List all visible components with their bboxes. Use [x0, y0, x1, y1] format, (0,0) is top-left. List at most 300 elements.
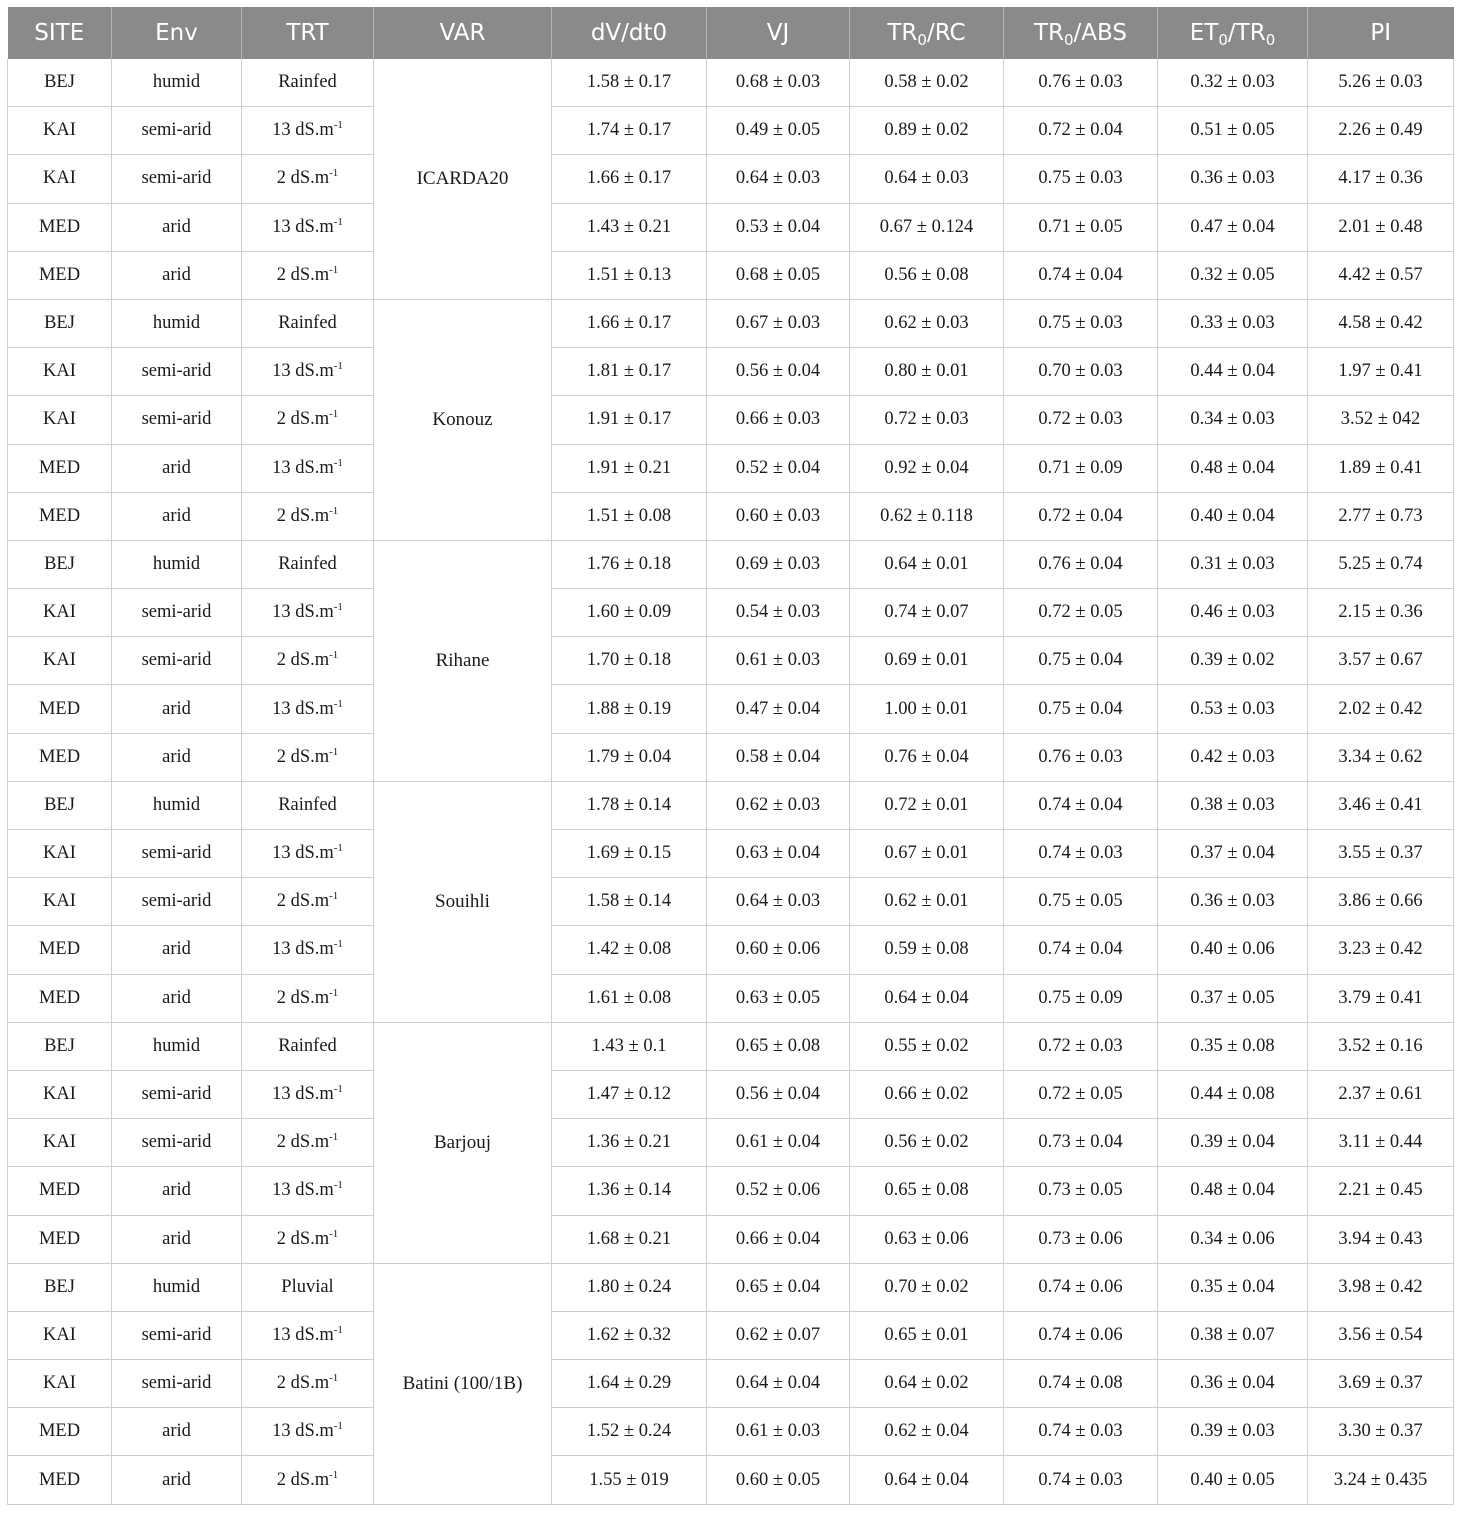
cell-env: arid [112, 1456, 242, 1504]
cell-trt [242, 348, 374, 396]
cell-dv-dt0: 1.43 ± 0.1 [552, 1022, 707, 1070]
cell-env: humid [112, 1263, 242, 1311]
header-label: VJ [766, 20, 790, 46]
cell-env: humid [112, 1022, 242, 1070]
cell-vj: 0.62 ± 0.03 [707, 781, 850, 829]
cell-trt [242, 203, 374, 251]
cell-dv-dt0: 1.52 ± 0.24 [552, 1408, 707, 1456]
cell-trt [242, 444, 374, 492]
cell-variety: Batini (100/1B) [374, 1263, 552, 1504]
cell-dv-dt0: 1.79 ± 0.04 [552, 733, 707, 781]
header-env [112, 7, 242, 59]
cell-dv-dt0: 1.81 ± 0.17 [552, 348, 707, 396]
trt-unit-exponent: -1 [329, 1227, 339, 1240]
trt-value: 2 [276, 505, 286, 526]
cell-et0-tr0: 0.35 ± 0.04 [1158, 1263, 1308, 1311]
cell-trt [242, 492, 374, 540]
header-vj [707, 7, 850, 59]
table-row [8, 1263, 1454, 1311]
cell-tr0-abs: 0.71 ± 0.05 [1004, 203, 1158, 251]
cell-pi: 2.26 ± 0.49 [1308, 107, 1454, 155]
cell-tr0-abs: 0.72 ± 0.03 [1004, 1022, 1158, 1070]
cell-tr0-rc: 0.80 ± 0.01 [850, 348, 1004, 396]
data-table [7, 7, 1454, 1505]
table-row [8, 444, 1454, 492]
cell-env: arid [112, 1215, 242, 1263]
table-row [8, 59, 1454, 107]
cell-trt [242, 830, 374, 878]
cell-vj: 0.66 ± 0.03 [707, 396, 850, 444]
trt-unit-exponent: -1 [333, 842, 343, 855]
table-row [8, 733, 1454, 781]
cell-tr0-rc: 0.76 ± 0.04 [850, 733, 1004, 781]
cell-et0-tr0: 0.39 ± 0.04 [1158, 1119, 1308, 1167]
trt-unit-exponent: -1 [329, 1372, 339, 1385]
cell-trt: Pluvial [242, 1263, 374, 1311]
trt-unit: dS.m [290, 168, 330, 189]
cell-tr0-rc: 0.59 ± 0.08 [850, 926, 1004, 974]
cell-tr0-rc: 0.67 ± 0.124 [850, 203, 1004, 251]
cell-tr0-rc: 0.55 ± 0.02 [850, 1022, 1004, 1070]
cell-vj: 0.53 ± 0.04 [707, 203, 850, 251]
header-label: TRT [286, 20, 329, 46]
cell-vj: 0.68 ± 0.03 [707, 59, 850, 107]
table-row [8, 974, 1454, 1022]
cell-tr0-rc: 0.65 ± 0.08 [850, 1167, 1004, 1215]
cell-dv-dt0: 1.55 ± 019 [552, 1456, 707, 1504]
cell-pi: 4.42 ± 0.57 [1308, 251, 1454, 299]
cell-site: KAI [8, 1070, 112, 1118]
trt-value: 13 [272, 361, 291, 382]
cell-vj: 0.66 ± 0.04 [707, 1215, 850, 1263]
cell-env: arid [112, 251, 242, 299]
cell-site: MED [8, 733, 112, 781]
cell-pi: 3.34 ± 0.62 [1308, 733, 1454, 781]
cell-tr0-abs: 0.75 ± 0.04 [1004, 685, 1158, 733]
trt-unit-exponent: -1 [329, 408, 339, 421]
cell-site: KAI [8, 155, 112, 203]
cell-env: humid [112, 299, 242, 347]
cell-vj: 0.61 ± 0.03 [707, 1408, 850, 1456]
trt-value: 13 [272, 1324, 291, 1345]
cell-pi: 2.01 ± 0.48 [1308, 203, 1454, 251]
cell-vj: 0.69 ± 0.03 [707, 540, 850, 588]
cell-tr0-abs: 0.75 ± 0.09 [1004, 974, 1158, 1022]
cell-dv-dt0: 1.58 ± 0.17 [552, 59, 707, 107]
cell-dv-dt0: 1.47 ± 0.12 [552, 1070, 707, 1118]
cell-pi: 3.79 ± 0.41 [1308, 974, 1454, 1022]
cell-pi: 2.15 ± 0.36 [1308, 589, 1454, 637]
cell-et0-tr0: 0.31 ± 0.03 [1158, 540, 1308, 588]
trt-unit-exponent: -1 [329, 167, 339, 180]
trt-unit: dS.m [290, 987, 330, 1008]
trt-unit: dS.m [290, 264, 330, 285]
cell-tr0-abs: 0.74 ± 0.03 [1004, 1456, 1158, 1504]
cell-et0-tr0: 0.42 ± 0.03 [1158, 733, 1308, 781]
cell-site: KAI [8, 348, 112, 396]
trt-value: 13 [272, 1421, 291, 1442]
cell-env: arid [112, 974, 242, 1022]
cell-tr0-rc: 0.72 ± 0.01 [850, 781, 1004, 829]
trt-value: 2 [276, 1132, 286, 1153]
cell-env: semi-arid [112, 348, 242, 396]
table-row [8, 830, 1454, 878]
header-label: SITE [34, 20, 85, 46]
cell-tr0-rc: 0.64 ± 0.04 [850, 1456, 1004, 1504]
cell-env: humid [112, 59, 242, 107]
cell-tr0-abs: 0.75 ± 0.03 [1004, 299, 1158, 347]
table-row [8, 540, 1454, 588]
cell-trt [242, 637, 374, 685]
cell-et0-tr0: 0.33 ± 0.03 [1158, 299, 1308, 347]
cell-tr0-rc: 0.63 ± 0.06 [850, 1215, 1004, 1263]
trt-unit: dS.m [290, 746, 330, 767]
cell-pi: 3.55 ± 0.37 [1308, 830, 1454, 878]
header-label: dV/dt0 [590, 20, 668, 46]
cell-dv-dt0: 1.70 ± 0.18 [552, 637, 707, 685]
trt-unit: dS.m [295, 1421, 334, 1442]
cell-et0-tr0: 0.51 ± 0.05 [1158, 107, 1308, 155]
cell-tr0-rc: 0.62 ± 0.01 [850, 878, 1004, 926]
table-row [8, 348, 1454, 396]
cell-env: arid [112, 1167, 242, 1215]
trt-unit-exponent: -1 [333, 938, 343, 951]
header-trt [242, 7, 374, 59]
cell-site: KAI [8, 1360, 112, 1408]
cell-tr0-abs: 0.74 ± 0.04 [1004, 926, 1158, 974]
cell-trt [242, 1215, 374, 1263]
cell-env: arid [112, 203, 242, 251]
trt-unit-exponent: -1 [333, 1323, 343, 1336]
cell-tr0-abs: 0.73 ± 0.05 [1004, 1167, 1158, 1215]
cell-trt: Rainfed [242, 1022, 374, 1070]
cell-site: KAI [8, 107, 112, 155]
cell-dv-dt0: 1.61 ± 0.08 [552, 974, 707, 1022]
cell-pi: 1.89 ± 0.41 [1308, 444, 1454, 492]
header-site [8, 7, 112, 59]
cell-site: MED [8, 492, 112, 540]
trt-unit-exponent: -1 [333, 119, 343, 132]
cell-env: arid [112, 492, 242, 540]
cell-vj: 0.58 ± 0.04 [707, 733, 850, 781]
cell-trt [242, 1070, 374, 1118]
cell-vj: 0.65 ± 0.04 [707, 1263, 850, 1311]
cell-site: BEJ [8, 59, 112, 107]
cell-et0-tr0: 0.37 ± 0.05 [1158, 974, 1308, 1022]
trt-unit: dS.m [295, 1180, 334, 1201]
trt-value: 2 [276, 891, 286, 912]
trt-unit: dS.m [290, 505, 330, 526]
cell-vj: 0.64 ± 0.03 [707, 155, 850, 203]
cell-env: semi-arid [112, 396, 242, 444]
cell-trt [242, 155, 374, 203]
cell-site: MED [8, 974, 112, 1022]
cell-dv-dt0: 1.78 ± 0.14 [552, 781, 707, 829]
cell-trt [242, 1408, 374, 1456]
cell-trt [242, 589, 374, 637]
cell-tr0-abs: 0.71 ± 0.09 [1004, 444, 1158, 492]
trt-unit-exponent: -1 [333, 1083, 343, 1096]
header-label: VAR [439, 20, 486, 46]
table-row [8, 589, 1454, 637]
header-label: ET [1189, 20, 1219, 46]
table-row [8, 1456, 1454, 1504]
cell-trt [242, 1311, 374, 1359]
cell-tr0-abs: 0.74 ± 0.04 [1004, 781, 1158, 829]
trt-value: 13 [272, 602, 291, 623]
header-pi [1308, 7, 1454, 59]
cell-tr0-abs: 0.73 ± 0.04 [1004, 1119, 1158, 1167]
cell-et0-tr0: 0.46 ± 0.03 [1158, 589, 1308, 637]
cell-variety: Souihli [374, 781, 552, 1022]
trt-unit-exponent: -1 [329, 986, 339, 999]
trt-unit-exponent: -1 [329, 1468, 339, 1481]
cell-pi: 3.23 ± 0.42 [1308, 926, 1454, 974]
cell-tr0-rc: 0.67 ± 0.01 [850, 830, 1004, 878]
cell-pi: 5.26 ± 0.03 [1308, 59, 1454, 107]
cell-trt [242, 1167, 374, 1215]
cell-dv-dt0: 1.42 ± 0.08 [552, 926, 707, 974]
cell-pi: 3.57 ± 0.67 [1308, 637, 1454, 685]
cell-tr0-abs: 0.72 ± 0.04 [1004, 492, 1158, 540]
cell-tr0-rc: 0.56 ± 0.08 [850, 251, 1004, 299]
cell-vj: 0.49 ± 0.05 [707, 107, 850, 155]
cell-tr0-abs: 0.70 ± 0.03 [1004, 348, 1158, 396]
cell-dv-dt0: 1.76 ± 0.18 [552, 540, 707, 588]
cell-tr0-rc: 0.74 ± 0.07 [850, 589, 1004, 637]
table-row [8, 299, 1454, 347]
cell-pi: 3.30 ± 0.37 [1308, 1408, 1454, 1456]
cell-dv-dt0: 1.58 ± 0.14 [552, 878, 707, 926]
cell-pi: 2.77 ± 0.73 [1308, 492, 1454, 540]
table-row [8, 203, 1454, 251]
trt-value: 2 [276, 1469, 286, 1490]
cell-trt [242, 1360, 374, 1408]
header-var [374, 7, 552, 59]
header-tr0-abs [1004, 7, 1158, 59]
cell-et0-tr0: 0.53 ± 0.03 [1158, 685, 1308, 733]
trt-unit-exponent: -1 [333, 215, 343, 228]
cell-tr0-rc: 0.62 ± 0.04 [850, 1408, 1004, 1456]
cell-env: semi-arid [112, 1360, 242, 1408]
cell-env: semi-arid [112, 1070, 242, 1118]
cell-pi: 3.52 ± 042 [1308, 396, 1454, 444]
cell-trt: Rainfed [242, 781, 374, 829]
cell-dv-dt0: 1.36 ± 0.21 [552, 1119, 707, 1167]
cell-trt [242, 878, 374, 926]
cell-dv-dt0: 1.80 ± 0.24 [552, 1263, 707, 1311]
table-row [8, 251, 1454, 299]
cell-vj: 0.68 ± 0.05 [707, 251, 850, 299]
cell-vj: 0.63 ± 0.04 [707, 830, 850, 878]
cell-trt [242, 1456, 374, 1504]
cell-tr0-abs: 0.75 ± 0.04 [1004, 637, 1158, 685]
cell-dv-dt0: 1.66 ± 0.17 [552, 155, 707, 203]
table-row [8, 396, 1454, 444]
cell-site: KAI [8, 830, 112, 878]
trt-unit: dS.m [295, 120, 334, 141]
cell-vj: 0.64 ± 0.04 [707, 1360, 850, 1408]
cell-vj: 0.62 ± 0.07 [707, 1311, 850, 1359]
cell-et0-tr0: 0.39 ± 0.02 [1158, 637, 1308, 685]
header-label-tail: /TR [1227, 20, 1266, 46]
cell-env: arid [112, 733, 242, 781]
cell-tr0-abs: 0.74 ± 0.08 [1004, 1360, 1158, 1408]
table-row [8, 926, 1454, 974]
trt-unit: dS.m [290, 1228, 330, 1249]
trt-value: 13 [272, 939, 291, 960]
cell-env: semi-arid [112, 878, 242, 926]
cell-dv-dt0: 1.60 ± 0.09 [552, 589, 707, 637]
cell-tr0-abs: 0.72 ± 0.03 [1004, 396, 1158, 444]
cell-site: KAI [8, 878, 112, 926]
cell-dv-dt0: 1.66 ± 0.17 [552, 299, 707, 347]
trt-unit-exponent: -1 [333, 1420, 343, 1433]
cell-dv-dt0: 1.51 ± 0.13 [552, 251, 707, 299]
cell-variety: Rihane [374, 540, 552, 781]
cell-dv-dt0: 1.51 ± 0.08 [552, 492, 707, 540]
cell-env: semi-arid [112, 1119, 242, 1167]
cell-vj: 0.52 ± 0.04 [707, 444, 850, 492]
cell-dv-dt0: 1.62 ± 0.32 [552, 1311, 707, 1359]
trt-value: 13 [272, 1084, 291, 1105]
cell-trt [242, 1119, 374, 1167]
cell-tr0-rc: 0.64 ± 0.04 [850, 974, 1004, 1022]
cell-et0-tr0: 0.36 ± 0.03 [1158, 155, 1308, 203]
cell-tr0-abs: 0.72 ± 0.05 [1004, 1070, 1158, 1118]
trt-unit-exponent: -1 [329, 890, 339, 903]
trt-unit: dS.m [295, 457, 334, 478]
cell-pi: 3.94 ± 0.43 [1308, 1215, 1454, 1263]
cell-env: arid [112, 926, 242, 974]
cell-site: MED [8, 444, 112, 492]
cell-vj: 0.64 ± 0.03 [707, 878, 850, 926]
cell-dv-dt0: 1.43 ± 0.21 [552, 203, 707, 251]
trt-value: 13 [272, 216, 291, 237]
trt-unit: dS.m [290, 1469, 330, 1490]
cell-tr0-rc: 0.56 ± 0.02 [850, 1119, 1004, 1167]
cell-vj: 0.61 ± 0.03 [707, 637, 850, 685]
cell-site: MED [8, 1167, 112, 1215]
trt-unit-exponent: -1 [333, 601, 343, 614]
cell-vj: 0.56 ± 0.04 [707, 348, 850, 396]
trt-unit: dS.m [295, 939, 334, 960]
cell-dv-dt0: 1.64 ± 0.29 [552, 1360, 707, 1408]
trt-value: 2 [276, 746, 286, 767]
trt-value: 2 [276, 1228, 286, 1249]
cell-tr0-rc: 0.62 ± 0.03 [850, 299, 1004, 347]
trt-unit: dS.m [295, 1084, 334, 1105]
trt-value: 2 [276, 650, 286, 671]
cell-pi: 4.17 ± 0.36 [1308, 155, 1454, 203]
trt-unit: dS.m [295, 602, 334, 623]
trt-unit-exponent: -1 [329, 504, 339, 517]
trt-value: 2 [276, 264, 286, 285]
cell-env: arid [112, 685, 242, 733]
table-row [8, 107, 1454, 155]
trt-unit-exponent: -1 [329, 649, 339, 662]
cell-pi: 3.52 ± 0.16 [1308, 1022, 1454, 1070]
cell-vj: 0.56 ± 0.04 [707, 1070, 850, 1118]
trt-unit: dS.m [295, 1324, 334, 1345]
cell-site: MED [8, 926, 112, 974]
cell-vj: 0.47 ± 0.04 [707, 685, 850, 733]
trt-value: 13 [272, 1180, 291, 1201]
cell-vj: 0.65 ± 0.08 [707, 1022, 850, 1070]
cell-env: humid [112, 781, 242, 829]
cell-et0-tr0: 0.47 ± 0.04 [1158, 203, 1308, 251]
cell-variety: ICARDA20 [374, 59, 552, 299]
header-et0-tr0 [1158, 7, 1308, 59]
cell-trt: Rainfed [242, 59, 374, 107]
cell-trt [242, 685, 374, 733]
table-row [8, 1070, 1454, 1118]
cell-site: BEJ [8, 299, 112, 347]
cell-tr0-rc: 0.72 ± 0.03 [850, 396, 1004, 444]
trt-value: 2 [276, 168, 286, 189]
table-row [8, 1215, 1454, 1263]
trt-value: 13 [272, 120, 291, 141]
cell-et0-tr0: 0.40 ± 0.05 [1158, 1456, 1308, 1504]
cell-site: MED [8, 1408, 112, 1456]
trt-value: 2 [276, 1373, 286, 1394]
cell-vj: 0.60 ± 0.05 [707, 1456, 850, 1504]
cell-et0-tr0: 0.34 ± 0.06 [1158, 1215, 1308, 1263]
cell-site: BEJ [8, 1022, 112, 1070]
cell-tr0-rc: 0.69 ± 0.01 [850, 637, 1004, 685]
header-subscript: 0 [1265, 31, 1276, 49]
cell-tr0-abs: 0.74 ± 0.03 [1004, 830, 1158, 878]
cell-et0-tr0: 0.40 ± 0.04 [1158, 492, 1308, 540]
cell-et0-tr0: 0.36 ± 0.04 [1158, 1360, 1308, 1408]
cell-pi: 1.97 ± 0.41 [1308, 348, 1454, 396]
trt-unit: dS.m [290, 650, 330, 671]
cell-et0-tr0: 0.44 ± 0.04 [1158, 348, 1308, 396]
table-row [8, 1022, 1454, 1070]
header-subscript: 0 [1064, 31, 1074, 49]
cell-trt [242, 733, 374, 781]
cell-tr0-rc: 0.58 ± 0.02 [850, 59, 1004, 107]
cell-et0-tr0: 0.38 ± 0.07 [1158, 1311, 1308, 1359]
cell-tr0-abs: 0.76 ± 0.03 [1004, 733, 1158, 781]
header-subscript: 0 [1218, 31, 1228, 49]
trt-value: 2 [276, 409, 286, 430]
cell-trt [242, 251, 374, 299]
cell-pi: 3.11 ± 0.44 [1308, 1119, 1454, 1167]
cell-dv-dt0: 1.74 ± 0.17 [552, 107, 707, 155]
cell-variety: Barjouj [374, 1022, 552, 1263]
cell-et0-tr0: 0.32 ± 0.03 [1158, 59, 1308, 107]
cell-vj: 0.63 ± 0.05 [707, 974, 850, 1022]
cell-dv-dt0: 1.91 ± 0.17 [552, 396, 707, 444]
cell-et0-tr0: 0.38 ± 0.03 [1158, 781, 1308, 829]
cell-pi: 3.86 ± 0.66 [1308, 878, 1454, 926]
header-tr0-rc [850, 7, 1004, 59]
cell-tr0-abs: 0.73 ± 0.06 [1004, 1215, 1158, 1263]
cell-tr0-rc: 1.00 ± 0.01 [850, 685, 1004, 733]
cell-tr0-abs: 0.72 ± 0.05 [1004, 589, 1158, 637]
table-row [8, 637, 1454, 685]
trt-unit: dS.m [295, 698, 334, 719]
header-subscript: 0 [917, 31, 927, 49]
cell-et0-tr0: 0.39 ± 0.03 [1158, 1408, 1308, 1456]
header-label: PI [1370, 20, 1392, 46]
cell-trt [242, 974, 374, 1022]
cell-pi: 3.69 ± 0.37 [1308, 1360, 1454, 1408]
trt-unit-exponent: -1 [329, 745, 339, 758]
cell-dv-dt0: 1.91 ± 0.21 [552, 444, 707, 492]
cell-tr0-rc: 0.92 ± 0.04 [850, 444, 1004, 492]
